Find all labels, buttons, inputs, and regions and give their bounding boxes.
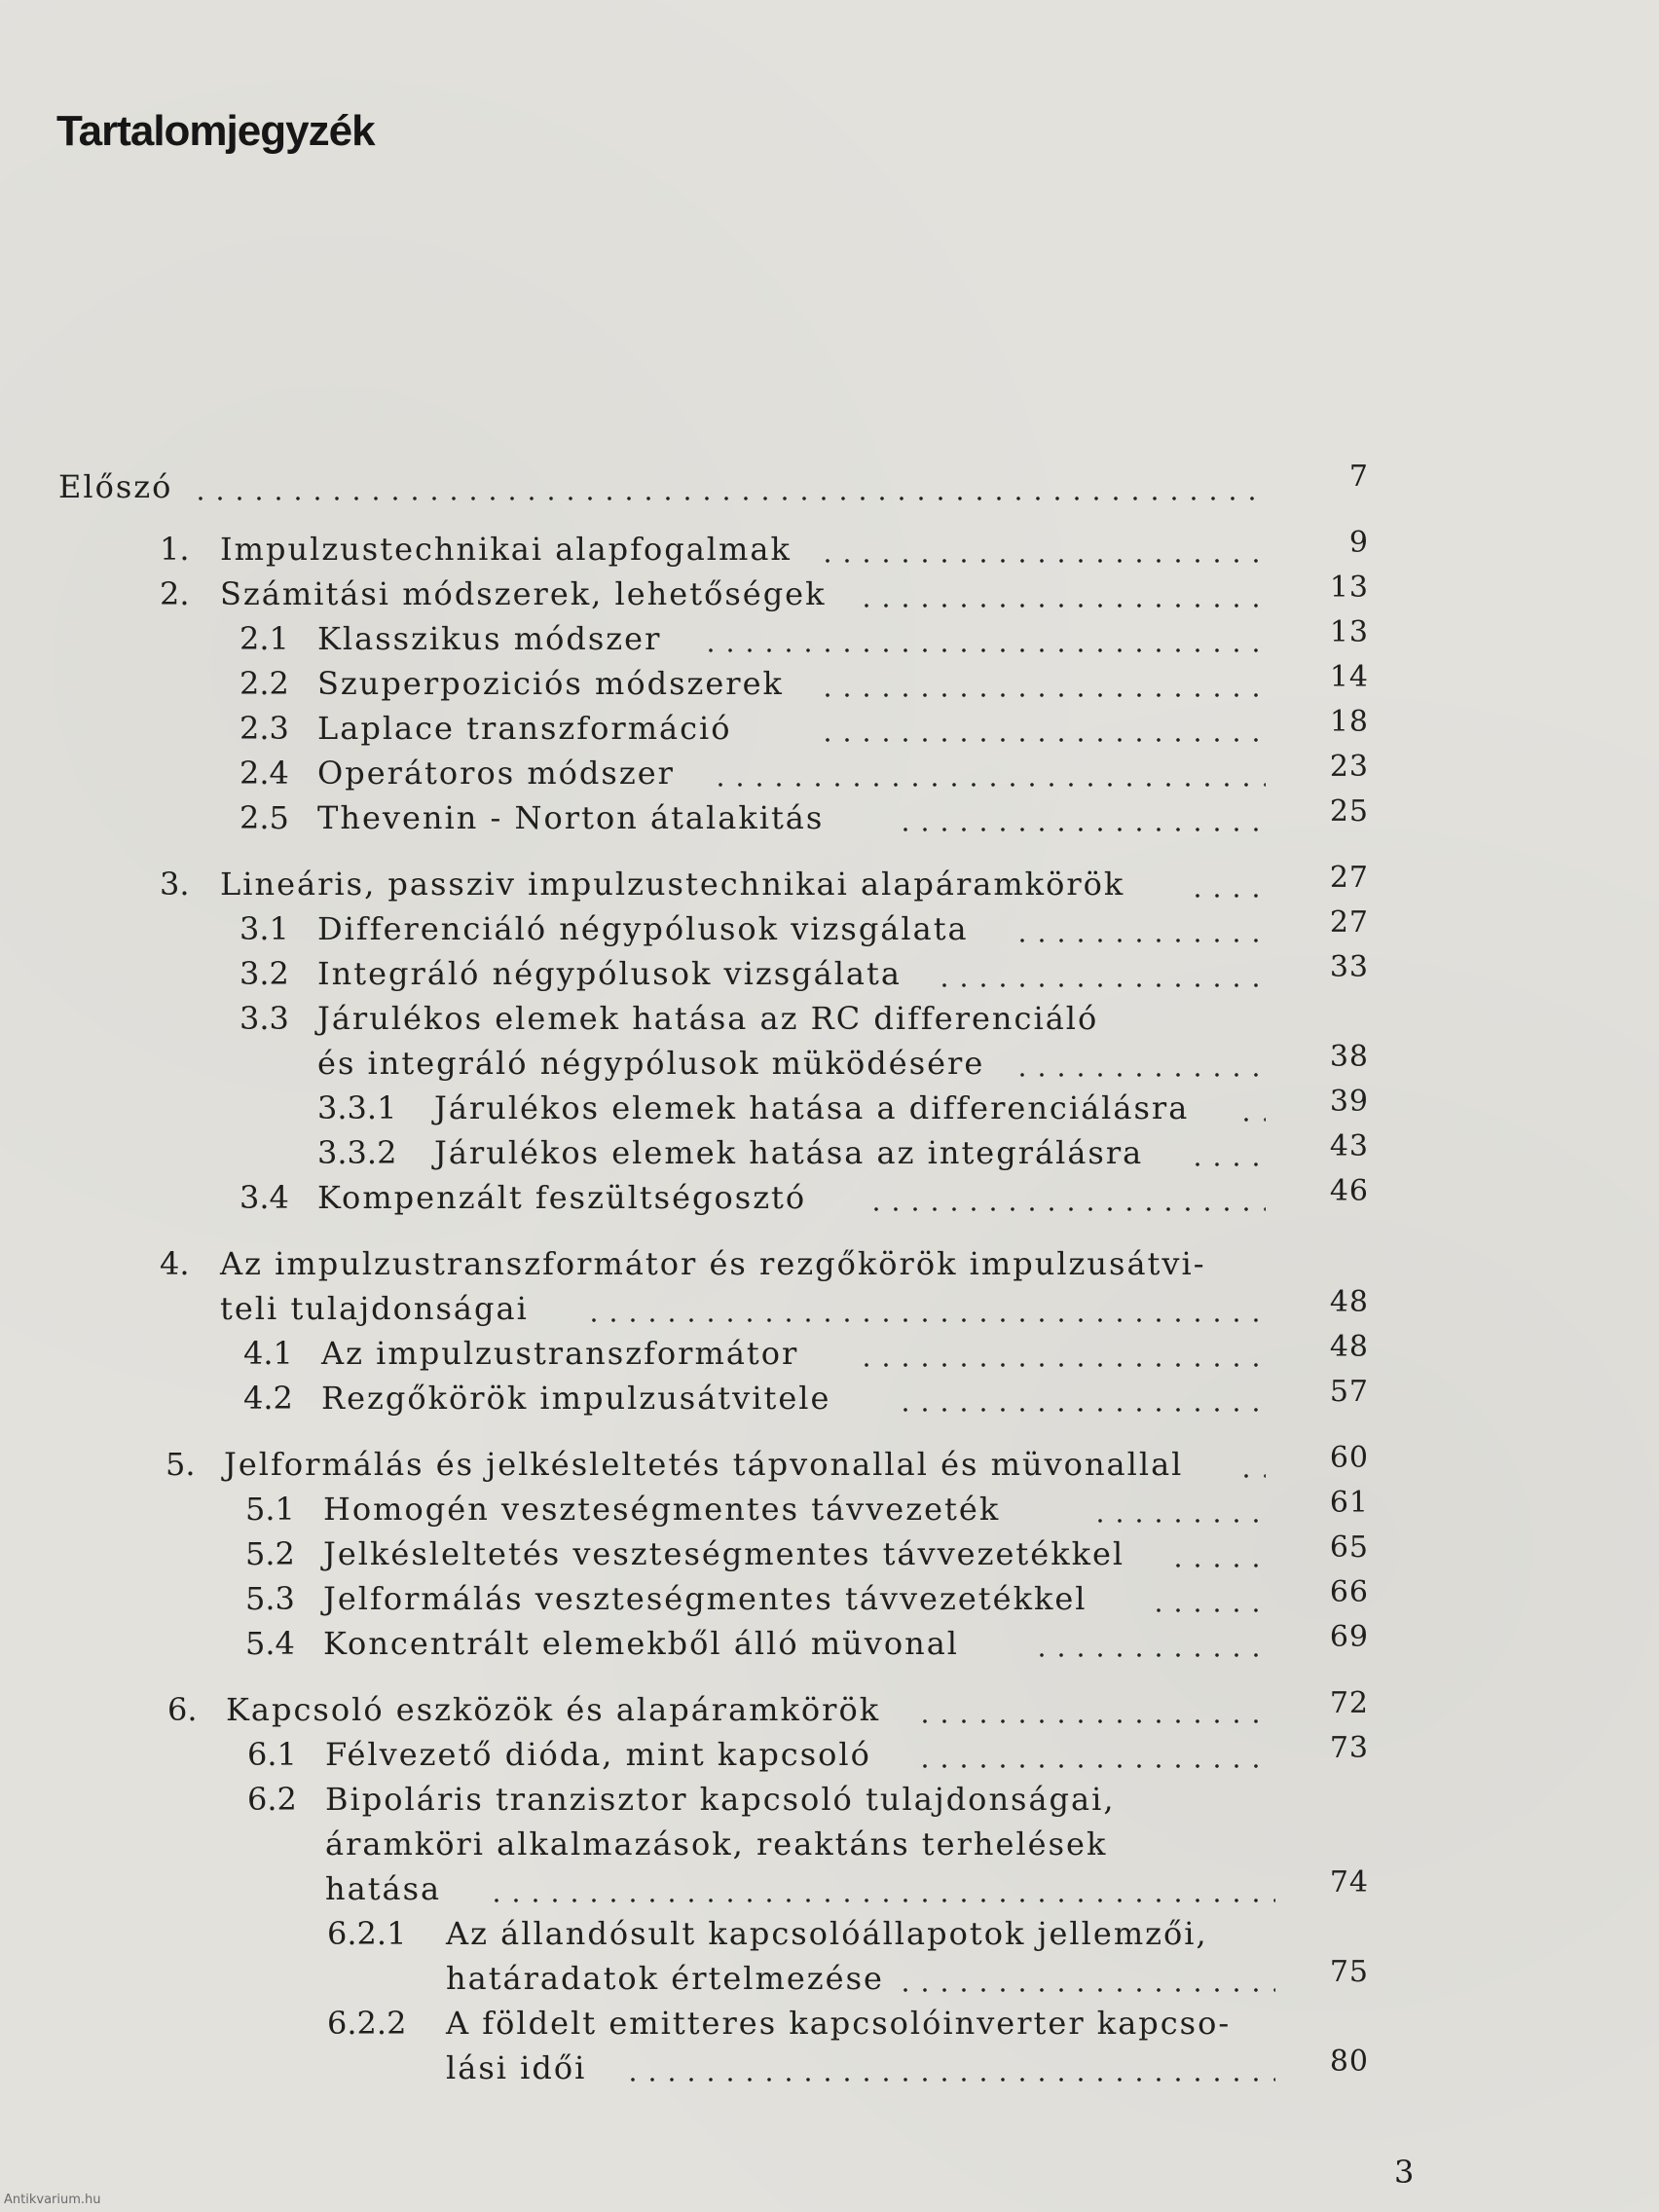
toc-entry-page: 18 [1329, 705, 1369, 739]
toc-entry-continuation [317, 1044, 984, 1083]
toc-entry [160, 1244, 1206, 1283]
dot-leader [896, 828, 1266, 831]
toc-entry-number: 1. [160, 531, 190, 568]
dot-leader [1013, 1073, 1266, 1077]
toc-entry-title: Lineáris, passziv impulzustechnikai alapáramkörök [220, 866, 1125, 903]
toc-entry-title: Bipoláris tranzisztor kapcsoló tulajdonságai, [325, 1781, 1116, 1818]
toc-entry-page: 73 [1329, 1731, 1369, 1765]
toc-entry-number: 6.2.1 [327, 1915, 407, 1952]
dot-leader [818, 693, 1266, 697]
toc-entry-number: 2.3 [240, 710, 289, 747]
toc-entry-continuation [446, 1959, 884, 1998]
toc-entry-title: áramköri alkalmazások, reaktáns terhelések [325, 1825, 1108, 1862]
toc-entry-number: 6.2 [247, 1781, 297, 1818]
toc-entry-page: 9 [1348, 526, 1369, 560]
toc-entry-number: 6.2.2 [327, 2005, 407, 2042]
toc-entry [245, 1490, 1000, 1529]
toc-entry-number: 3. [160, 866, 190, 903]
toc-entry [240, 798, 824, 837]
toc-entry-page: 80 [1329, 2045, 1369, 2079]
toc-entry-page: 27 [1329, 905, 1369, 940]
toc-entry-number: 3.4 [240, 1179, 289, 1216]
watermark: Antikvarium.hu [4, 2193, 101, 2207]
toc-entry-number: 3.2 [240, 955, 289, 992]
toc-entry-title: Rezgőkörök impulzusátvitele [321, 1380, 831, 1417]
dot-leader [1149, 1608, 1266, 1612]
toc-entry-title: Az impulzustranszformátor [321, 1335, 799, 1372]
toc-entry-page: 13 [1329, 615, 1369, 649]
toc-entry-page: 7 [1348, 460, 1369, 494]
dot-leader [623, 2078, 1275, 2082]
toc-entry-number: 3.3 [240, 1000, 289, 1037]
dot-leader [915, 1764, 1266, 1768]
toc-entry-title: Számitási módszerek, lehetőségek [220, 575, 827, 612]
toc-entry-number: 2. [160, 575, 190, 612]
toc-entry [243, 1334, 798, 1373]
toc-entry-page: 61 [1329, 1486, 1369, 1520]
dot-leader [866, 1207, 1266, 1211]
toc-entry [245, 1579, 1088, 1618]
toc-entry-number: 4. [160, 1245, 190, 1282]
toc-entry-page: 39 [1329, 1085, 1369, 1119]
page-number: 3 [1394, 2154, 1415, 2191]
toc-entry-continuation [325, 1825, 1107, 1863]
toc-entry [245, 1534, 1124, 1573]
toc-entry-title: Az impulzustranszformátor és rezgőkörök impulzusátvi- [220, 1245, 1206, 1282]
page-title: Tartalomjegyzék [56, 107, 375, 155]
toc-entry-title: Kompenzált feszültségosztó [317, 1179, 807, 1216]
toc-entry [327, 2004, 1231, 2043]
toc-entry [247, 1735, 871, 1774]
toc-entry-page: 66 [1329, 1575, 1369, 1609]
toc-entry [58, 467, 172, 506]
dot-leader [896, 1988, 1275, 1992]
toc-entry-page: 46 [1329, 1174, 1369, 1208]
toc-entry-page: 72 [1329, 1686, 1369, 1720]
dot-leader [1236, 1474, 1266, 1478]
toc-entry-title: Impulzustechnikai alapfogalmak [220, 531, 792, 568]
toc-entry-title: Az állandósult kapcsolóállapotok jellemzői, [446, 1915, 1208, 1952]
dot-leader [1236, 1118, 1266, 1122]
toc-entry [247, 1780, 1116, 1819]
dot-leader [1090, 1519, 1266, 1523]
toc-entry [245, 1624, 959, 1663]
toc-entry-page: 60 [1329, 1441, 1369, 1475]
dot-leader [701, 648, 1266, 652]
toc-entry-title: Járulékos elemek hatása a differenciálásra [434, 1089, 1190, 1126]
toc-entry-page: 43 [1329, 1129, 1369, 1163]
toc-entry [166, 1445, 1183, 1484]
toc-entry [240, 754, 675, 793]
toc-entry-number: 2.1 [240, 620, 289, 657]
toc-entry-number: 3.1 [240, 910, 289, 947]
toc-entry-title: Szuperpoziciós módszerek [317, 665, 784, 702]
toc-entry-title: Differenciáló négypólusok vizsgálata [317, 910, 969, 947]
toc-entry [240, 1178, 806, 1217]
dot-leader [818, 738, 1266, 742]
toc-entry [317, 1133, 1143, 1172]
toc-entry-title: teli tulajdonságai [220, 1290, 529, 1327]
toc-entry-page: 13 [1329, 571, 1369, 605]
toc-entry-number: 4.1 [243, 1335, 293, 1372]
toc-entry [240, 909, 969, 948]
toc-entry-number: 6.1 [247, 1736, 297, 1773]
toc-entry [317, 1088, 1189, 1127]
toc-entry [327, 1914, 1208, 1953]
toc-entry-title: Klasszikus módszer [317, 620, 662, 657]
toc-entry-title: Járulékos elemek hatása az RC differenciáló [317, 1000, 1099, 1037]
toc-entry-title: Előszó [58, 468, 173, 505]
toc-entry-number: 5. [166, 1446, 196, 1483]
toc-entry-title: Jelformálás és jelkésleltetés tápvonallal és müvonallal [224, 1446, 1184, 1483]
toc-entry [167, 1690, 880, 1729]
dot-leader [1188, 1162, 1266, 1166]
toc-entry [240, 954, 902, 993]
toc-entry-number: 5.1 [245, 1491, 295, 1528]
toc-entry-page: 33 [1329, 950, 1369, 984]
toc-entry-number: 6. [167, 1691, 198, 1728]
toc-entry-number: 5.4 [245, 1625, 295, 1662]
toc-entry-title: Thevenin - Norton átalakitás [317, 799, 825, 836]
toc-entry-title: Homogén veszteségmentes távvezeték [323, 1491, 1001, 1528]
toc-entry-continuation [220, 1289, 529, 1328]
dot-leader [857, 1363, 1266, 1367]
toc-entry-page: 14 [1329, 660, 1369, 694]
toc-entry-title: Operátoros módszer [317, 755, 675, 792]
dot-leader [857, 604, 1266, 608]
dot-leader [896, 1408, 1266, 1412]
toc-entry [243, 1379, 830, 1418]
toc-entry-number: 5.3 [245, 1580, 295, 1617]
toc-entry-number: 4.2 [243, 1380, 293, 1417]
toc-entry-page: 27 [1329, 861, 1369, 895]
dot-leader [1188, 894, 1266, 898]
dot-leader [1013, 939, 1266, 942]
toc-entry-page: 23 [1329, 750, 1369, 784]
toc-entry [240, 664, 784, 703]
toc-entry-page: 75 [1329, 1955, 1369, 1989]
toc-entry [160, 530, 792, 569]
toc-entry-title: Jelformálás veszteségmentes távvezetékkel [323, 1580, 1088, 1617]
toc-entry-title: és integráló négypólusok müködésére [317, 1045, 985, 1082]
toc-entry-title: határadatok értelmezése [446, 1960, 884, 1997]
toc-entry-title: Integráló négypólusok vizsgálata [317, 955, 902, 992]
toc-entry-title: lási idői [446, 2049, 587, 2086]
toc-entry-title: Kapcsoló eszközök és alapáramkörök [226, 1691, 881, 1728]
toc-entry-number: 2.2 [240, 665, 289, 702]
toc-entry-continuation [325, 1869, 441, 1908]
toc-entry-page: 48 [1329, 1330, 1369, 1364]
toc-entry-continuation [446, 2048, 586, 2087]
dot-leader [1168, 1564, 1266, 1567]
dot-leader [191, 497, 1266, 500]
toc-entry-title: Laplace transzformáció [317, 710, 732, 747]
toc-entry [240, 709, 732, 748]
dot-leader [487, 1899, 1275, 1902]
toc-entry-number: 5.2 [245, 1535, 295, 1572]
toc-entry-title: Félvezető dióda, mint kapcsoló [325, 1736, 871, 1773]
dot-leader [915, 1719, 1266, 1723]
dot-leader [584, 1318, 1266, 1322]
toc-entry-title: hatása [325, 1870, 442, 1907]
dot-leader [711, 783, 1266, 787]
toc-entry [240, 619, 661, 658]
toc-entry-page: 65 [1329, 1530, 1369, 1565]
toc-entry [160, 865, 1124, 903]
toc-entry-title: Jelkésleltetés veszteségmentes távvezetékkel [323, 1535, 1125, 1572]
dot-leader [1032, 1653, 1266, 1657]
toc-entry-page: 25 [1329, 794, 1369, 829]
toc-entry-title: Koncentrált elemekből álló müvonal [323, 1625, 960, 1662]
dot-leader [818, 559, 1266, 563]
toc-entry-page: 69 [1329, 1620, 1369, 1654]
toc-entry-number: 3.3.1 [317, 1089, 397, 1126]
toc-entry-title: A földelt emitteres kapcsolóinverter kapcso- [446, 2005, 1232, 2042]
toc-entry-page: 74 [1329, 1865, 1369, 1899]
toc-entry-number: 2.4 [240, 755, 289, 792]
toc-entry-page: 57 [1329, 1375, 1369, 1409]
toc-entry [160, 574, 827, 613]
toc-entry [240, 999, 1098, 1038]
dot-leader [935, 983, 1266, 987]
toc-entry-number: 2.5 [240, 799, 289, 836]
toc-entry-page: 48 [1329, 1285, 1369, 1319]
toc-entry-number: 3.3.2 [317, 1134, 397, 1171]
toc-entry-page: 38 [1329, 1040, 1369, 1074]
toc-entry-title: Járulékos elemek hatása az integrálásra [434, 1134, 1144, 1171]
